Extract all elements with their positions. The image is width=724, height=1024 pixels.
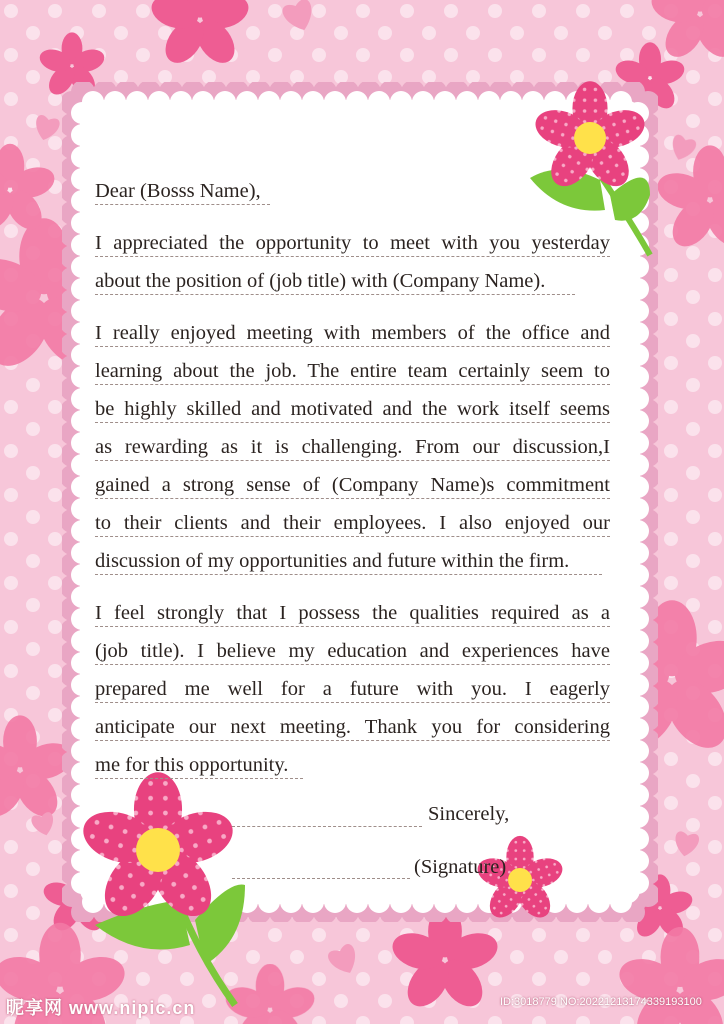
signature: (Signature) — [414, 856, 507, 878]
letter-line: as rewarding as it is challenging. From our discussion,I — [95, 434, 610, 461]
flower-signature — [474, 836, 566, 924]
flower-top-right — [530, 81, 650, 255]
signature-rule — [232, 878, 410, 879]
letter-line: I really enjoyed meeting with members of the office and — [95, 320, 610, 347]
watermark-site: 昵享网 www.nipic.cn — [6, 998, 196, 1018]
letter-line: to their clients and their employees. I also enjoyed our — [95, 510, 610, 537]
flower-bottom-left — [77, 772, 245, 1005]
letter-line: be highly skilled and motivated and the work itself seems — [95, 396, 610, 423]
letter-line: prepared me well for a future with you. I eagerly — [95, 676, 610, 703]
letter-line: me for this opportunity. — [95, 752, 303, 779]
greeting: Dear (Bosss Name), — [95, 178, 270, 205]
letter-line: learning about the job. The entire team certainly seem to — [95, 358, 610, 385]
letter-line: (job title). I believe my education and experiences have — [95, 638, 610, 665]
letter-line: I feel strongly that I possess the qualities required as a — [95, 600, 610, 627]
letter-line: gained a strong sense of (Company Name)s commitment — [95, 472, 610, 499]
watermark-id: ID:3018779 NO:20221213174339193100 — [500, 996, 702, 1008]
closing-rule — [232, 826, 422, 827]
letter-line: about the position of (job title) with (Company Name). — [95, 268, 575, 295]
letter-line: discussion of my opportunities and future within the firm. — [95, 548, 602, 575]
letter-line: I appreciated the opportunity to meet with you yesterday — [95, 230, 610, 257]
closing: Sincerely, — [428, 803, 510, 825]
letter-line: anticipate our next meeting. Thank you for considering — [95, 714, 610, 741]
